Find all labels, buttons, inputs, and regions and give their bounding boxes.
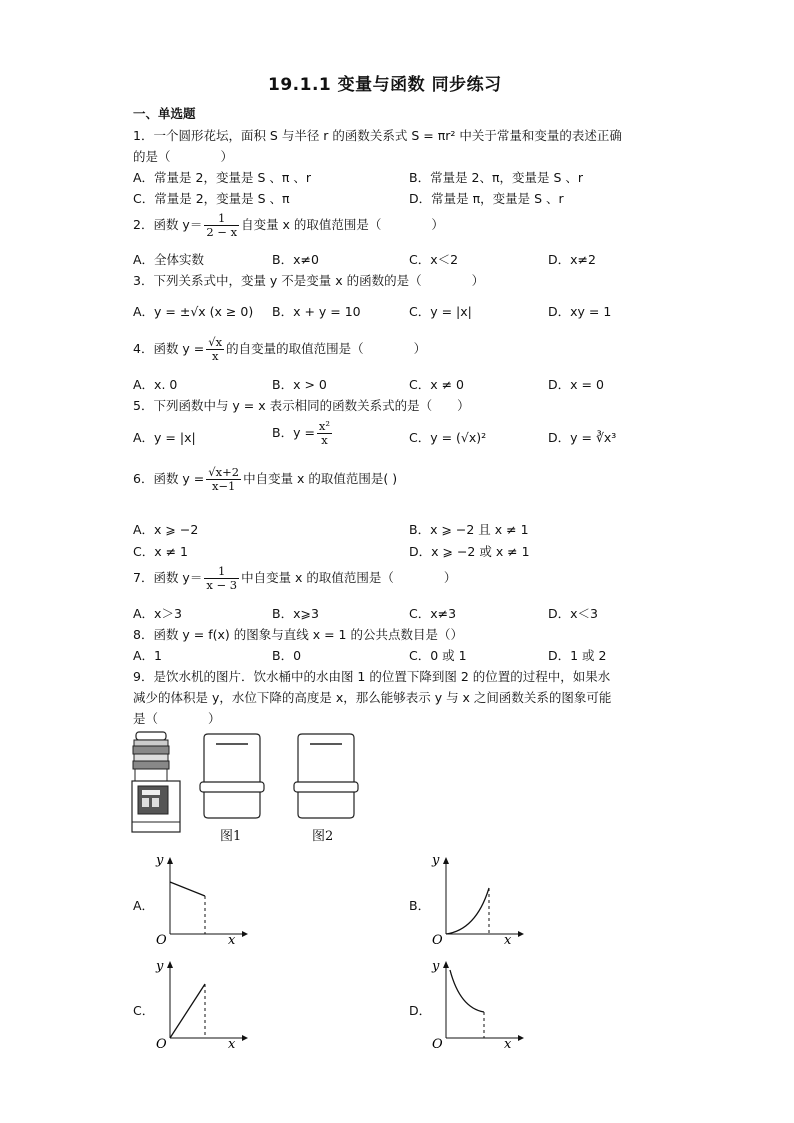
q7-stem-pre: 7．函数 y＝ [133, 570, 203, 586]
q8-stem: 8．函数 y = f(x) 的图象与直线 x = 1 的公共点数目是（） [133, 627, 463, 642]
q7-option-b: B．x⩾3 [272, 606, 319, 621]
q8-option-c: C．0 或 1 [409, 648, 467, 663]
q5-b-numerator: x² [318, 419, 331, 433]
q2-option-a: A．全体实数 [133, 252, 205, 267]
q5-option-a: A．y = |x| [133, 430, 196, 445]
q4-stem [133, 336, 426, 363]
graph-a-y-label: y [156, 853, 164, 868]
q6-stem [133, 466, 397, 493]
q8-option-b: B．0 [272, 648, 302, 663]
q6-stem-post: 中自变量 x 的取值范围是( ) [243, 471, 398, 487]
q9-option-d-label: D． [409, 1003, 432, 1018]
q3-option-a: A．y = ±√x (x ≥ 0) [133, 304, 254, 319]
q6-denominator: x−1 [211, 479, 236, 494]
q4-stem-post: 的自变量的取值范围是（ ） [226, 341, 427, 357]
graph-d-origin: O [432, 1037, 443, 1051]
graph-b-x-label: x [504, 933, 512, 947]
q5-option-b-pre: B．y = [272, 425, 315, 441]
q4-option-c: C．x ≠ 0 [409, 377, 464, 392]
q1-option-d: D．常量是 π，变量是 S 、r [409, 191, 564, 206]
q2-numerator: 1 [204, 212, 239, 226]
q9-graph-a [150, 852, 250, 947]
q3-option-c: C．y = |x| [409, 304, 472, 319]
section-heading: 一、单选题 [133, 106, 196, 121]
q3-option-d: D．xy = 1 [548, 304, 612, 319]
q4-fraction [206, 336, 224, 363]
q4-option-d: D．x = 0 [548, 377, 604, 392]
q9-option-c-label: C． [133, 1003, 155, 1018]
q8-option-a: A．1 [133, 648, 163, 663]
q2-fraction [204, 212, 239, 239]
graph-c-origin: O [156, 1037, 167, 1051]
q2-option-d: D．x≠2 [548, 252, 596, 267]
q5-b-fraction [317, 420, 332, 447]
q2-option-b: B．x≠0 [272, 252, 319, 267]
q9-graph-d [426, 956, 526, 1051]
q5-option-b [272, 420, 334, 447]
q3-stem: 3．下列关系式中，变量 y 不是变量 x 的函数的是（ ） [133, 273, 485, 288]
q7-fraction [204, 565, 239, 592]
q9-option-b-label: B． [409, 898, 431, 913]
q5-b-denominator: x [321, 433, 328, 448]
q4-denominator: x [211, 349, 219, 364]
q4-option-a: A．x. 0 [133, 377, 178, 392]
graph-b-y-label: y [432, 853, 440, 868]
q4-option-b: B．x > 0 [272, 377, 327, 392]
figure-2-caption: 图2 [312, 829, 334, 844]
q2-stem-pre: 2．函数 y＝ [133, 217, 203, 233]
q5-option-d: D．y = ∛x³ [548, 430, 617, 445]
q9-stem-line2: 减少的体积是 y，水位下降的高度是 x，那么能够表示 y 与 x 之间函数关系的图象可能 [133, 690, 612, 705]
water-dispenser-illustration [130, 730, 190, 835]
q6-option-c: C．x ≠ 1 [133, 544, 188, 559]
q5-stem: 5．下列函数中与 y = x 表示相同的函数关系式的是（ ） [133, 398, 470, 413]
q7-option-d: D．x＜3 [548, 606, 598, 621]
page-title: 19.1.1 变量与函数 同步练习 [268, 75, 502, 95]
q3-option-b: B．x + y = 10 [272, 304, 361, 319]
graph-a-x-label: x [228, 933, 236, 947]
q7-stem [133, 565, 456, 592]
q6-stem-pre: 6．函数 y = [133, 471, 205, 487]
q6-fraction [206, 466, 241, 493]
q8-option-d: D．1 或 2 [548, 648, 607, 663]
graph-a-origin: O [156, 933, 167, 947]
graph-d-y-label: y [432, 959, 440, 974]
q4-stem-pre: 4．函数 y = [133, 341, 205, 357]
q9-stem-line3: 是（ ） [133, 711, 221, 726]
graph-d-x-label: x [504, 1037, 512, 1051]
q1-option-c: C．常量是 2，变量是 S 、π [133, 191, 290, 206]
q1-stem-line2: 的是（ ） [133, 149, 234, 164]
graph-c-x-label: x [228, 1037, 236, 1051]
q6-option-d: D．x ⩾ −2 或 x ≠ 1 [409, 544, 530, 559]
q4-numerator: √x [208, 335, 223, 349]
q9-stem-line1: 9．是饮水机的图片．饮水桶中的水由图 1 的位置下降到图 2 的位置的过程中，如果水 [133, 669, 611, 684]
q7-option-a: A．x＞3 [133, 606, 182, 621]
q7-numerator: 1 [204, 565, 239, 579]
q7-stem-post: 中自变量 x 的取值范围是（ ） [241, 570, 457, 586]
q2-option-c: C．x＜2 [409, 252, 459, 267]
q1-option-a: A．常量是 2，变量是 S 、π 、r [133, 170, 311, 185]
q7-option-c: C．x≠3 [409, 606, 457, 621]
q6-option-b: B．x ⩾ −2 且 x ≠ 1 [409, 522, 529, 537]
q7-denominator: x − 3 [206, 578, 238, 593]
q2-denominator: 2 − x [206, 225, 238, 240]
q2-stem-post: 自变量 x 的取值范围是（ ） [241, 217, 444, 233]
q9-option-a-label: A． [133, 898, 155, 913]
q6-numerator: √x+2 [208, 465, 240, 479]
q2-stem [133, 212, 444, 239]
graph-b-origin: O [432, 933, 443, 947]
bucket-figure-1 [198, 732, 266, 820]
q1-stem-line1: 1．一个圆形花坛，面积 S 与半径 r 的函数关系式 S = πr² 中关于常量和变量的表述正确 [133, 128, 622, 143]
graph-c-y-label: y [156, 959, 164, 974]
q1-option-b: B．常量是 2、π，变量是 S 、r [409, 170, 584, 185]
q9-graph-c [150, 956, 250, 1051]
q9-graph-b [426, 852, 526, 947]
q6-option-a: A．x ⩾ −2 [133, 522, 199, 537]
bucket-figure-2 [292, 732, 360, 820]
q5-option-c: C．y = (√x)² [409, 430, 487, 445]
figure-1-caption: 图1 [220, 829, 242, 844]
